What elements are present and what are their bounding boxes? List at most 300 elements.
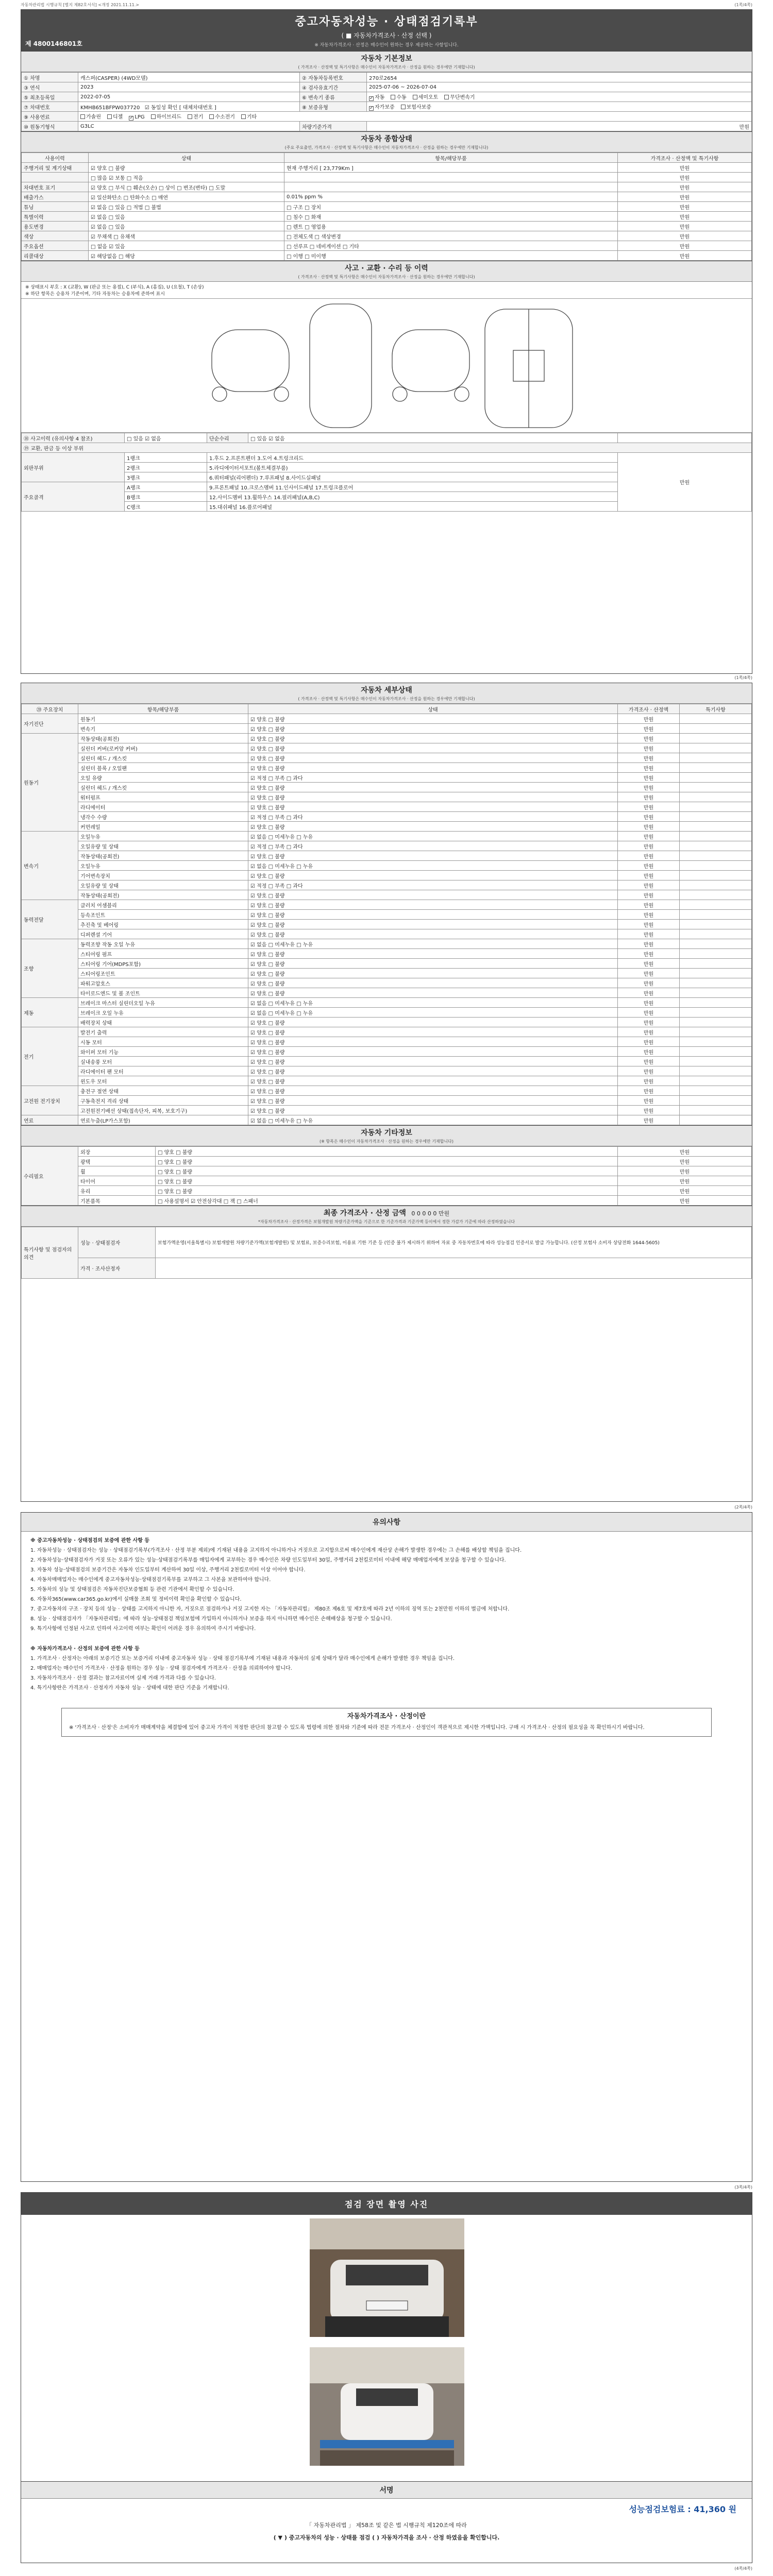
detail-note (680, 1027, 752, 1037)
detail-note (680, 959, 752, 969)
page-mark: (2쪽/4쪽) (734, 1505, 752, 1510)
row-extra: □ 선루프 □ 네비게이션 □ 기타 (284, 241, 618, 251)
detail-price: 만원 (618, 1057, 680, 1066)
row-extra: □ 이행 □ 미이행 (284, 251, 618, 261)
notice-item: 8. 성능 · 상태점검자가 「자동차관리법」에 따라 성능·상태점검 책임보험에 가입하지 아니하거나 보증을 하지 아니하면 매수인은 손해배상을 청구할 수 있습니다. (30, 1616, 392, 1622)
detail-item: 충전구 절연 상태 (78, 1086, 248, 1096)
row-extra (284, 173, 618, 182)
section-title: 사고 · 교환 · 수리 등 이력 (345, 264, 428, 273)
detail-note (680, 1076, 752, 1086)
detail-item: 원동기 (78, 714, 248, 724)
detail-row (22, 959, 752, 969)
detail-price: 만원 (618, 988, 680, 998)
detail-note (680, 841, 752, 851)
detail-status: ☑ 양호 □ 불량 (248, 978, 618, 988)
rank: B랭크 (125, 492, 207, 502)
accident-section (21, 261, 752, 512)
detail-note (680, 802, 752, 812)
final-table (21, 1227, 752, 1279)
row-val: □ 많음 ☑ 보통 □ 적음 (89, 173, 284, 182)
checkbox-icon (151, 114, 156, 119)
section-title: 유의사항 (372, 1518, 401, 1527)
detail-item: 구동축전지 격리 상태 (78, 1096, 248, 1106)
notice-body (21, 1532, 752, 1757)
detail-row (22, 861, 752, 871)
detail-status: ☑ 양호 □ 불량 (248, 890, 618, 900)
table-row (22, 222, 752, 231)
row-extra: □ 렌트 □ 영업용 (284, 222, 618, 231)
col-head: 사용이력 (22, 153, 89, 163)
row-price: 만원 (618, 251, 752, 261)
detail-row (22, 1057, 752, 1066)
detail-row (22, 969, 752, 978)
detail-price: 만원 (618, 1115, 680, 1125)
col-head: 항목/해당부품 (284, 153, 618, 163)
car-photo-lift (310, 2347, 464, 2466)
detail-status: ☑ 양호 □ 불량 (248, 1037, 618, 1047)
law-text-2: ( ▼ ) 중고자동차의 성능 · 상태를 점검 ( ) 자동차가격을 조사 · 산정 하였음을 확인합니다. (273, 2534, 500, 2541)
detail-status: ☑ 양호 □ 불량 (248, 1076, 618, 1086)
detail-note (680, 1037, 752, 1047)
detail-row (22, 929, 752, 939)
row-key: 배출가스 (22, 192, 89, 202)
detail-price: 만원 (618, 890, 680, 900)
col-head: 가격조사 · 산정액 및 특기사항 (618, 153, 752, 163)
row-key: 차대번호 표기 (22, 182, 89, 192)
agreement-title: 자동차가격조사 · 산정이란 (347, 1713, 426, 1720)
detail-note (680, 1086, 752, 1096)
car-side-left (212, 330, 289, 392)
detail-item: 스티어링 기어(MDPS포함) (78, 959, 248, 969)
detail-status: ☑ 없음 □ 미세누유 □ 누유 (248, 1008, 618, 1018)
notice-item: 3. 자동차 성능·상태점검의 보증기간은 자동차 인도일부터 계산하여 30일 이상, 주행거리 2천킬로미터 이상 이어야 합니다. (30, 1567, 306, 1573)
parts: 15.대쉬패널 16.플로어패널 (207, 502, 618, 512)
notice-heading: ※ 자동차가격조사 · 산정의 보증에 관한 사항 등 (30, 1646, 140, 1652)
detail-row (22, 724, 752, 734)
detail-item: 작동상태(공회전) (78, 851, 248, 861)
detail-price: 만원 (618, 1027, 680, 1037)
vin-check: ☑ 동일성 확인 (144, 105, 178, 111)
label: ③ 연식 (22, 82, 78, 92)
detail-status: ☑ 없음 □ 미세누유 □ 누유 (248, 998, 618, 1008)
legend2: ※ 하단 항목은 승용차 기준이며, 기타 자동차는 승용차에 준하여 표시 (25, 292, 165, 297)
label: ⑧ 보증유형 (300, 102, 367, 112)
detail-row (22, 1037, 752, 1047)
detail-note (680, 851, 752, 861)
outer-label: 외판부위 (22, 453, 125, 482)
detail-status: ☑ 양호 □ 불량 (248, 1066, 618, 1076)
accident-table: ⑱ 사고이력 (유의사항 4 참조) □ 있음 ☑ 없음 단순수리 □ 있음 ☑ 없음 ⑲ 교환, 판금 등 이상 부위 외판부위 1랭크 1.후드 2.프론트펜더 3.도어 4.트렁크리드 만원 2랭크 5.라디에이터서포트(볼트체결부품) 3랭크 6.쿼터패널(리어펜더) 7.루프패널 8.사이드실패널 주요골격 A랭크 9.프론트패널 10.크로스멤버 11.인사이드패널 17.트렁크플로어 B랭크 12.사이드멤버 13.휠하우스 14.필러패널(A,B,C) C랭크 15.대쉬패널 16.플로어패널 (21, 433, 752, 512)
detail-price: 만원 (618, 880, 680, 890)
item: 기본품목 (78, 1196, 156, 1206)
notice-item: 1. 가격조사 · 산정자는 아래의 보증기간 또는 보증거리 이내에 중고자동차 성능 · 상태 점검기록부에 기재된 내용과 자동차의 실제 상태가 달라 매수인에게 손해가 발생한 경우 책임을 집니다. (30, 1656, 455, 1662)
detail-status: ☑ 양호 □ 불량 (248, 969, 618, 978)
detail-note (680, 763, 752, 773)
opt: 자가보증 (375, 105, 395, 110)
section-sub: ( 가격조사 · 산정액 및 특기사항은 매수인이 자동차가격조사 · 산정을 원하는 경우에만 기재합니다) (298, 275, 475, 279)
detail-row (22, 812, 752, 822)
section-title: 자동차 기타정보 (361, 1129, 412, 1137)
detail-row (22, 832, 752, 841)
detail-row (22, 871, 752, 880)
warranty-options (367, 102, 752, 112)
checkbox-icon (241, 114, 246, 119)
checkbox-icon (80, 114, 85, 119)
col-head: 특기사항 (680, 704, 752, 714)
detail-item: 오일누유 (78, 832, 248, 841)
fuel-options (78, 112, 752, 122)
detail-status: ☑ 양호 □ 불량 (248, 949, 618, 959)
detail-group: 고전원 전기장치 (22, 1086, 78, 1115)
reg-no: 270로2654 (367, 73, 752, 82)
basic-info-section (21, 51, 752, 131)
notice-item: 7. 중고자동차의 구조 · 장치 등의 성능 · 상태를 고지하지 아니한 자, 거짓으로 점검하거나 거짓 고지한 자는 「자동차관리법」 제80조 제6호 및 제7호에 따라 2년 이하의 징역 또는 2천만원 이하의 벌금에 처합니다. (30, 1606, 510, 1612)
detail-price: 만원 (618, 1066, 680, 1076)
detail-row (22, 900, 752, 910)
detail-group: 전기 (22, 1027, 78, 1086)
detail-price: 만원 (618, 949, 680, 959)
detail-note (680, 773, 752, 783)
detail-row (22, 1115, 752, 1125)
detail-item: 동력조향 작동 오일 누유 (78, 939, 248, 949)
detail-note (680, 1057, 752, 1066)
detail-price: 만원 (618, 734, 680, 743)
row-val: ☑ 해당없음 □ 해당 (89, 251, 284, 261)
checkbox-icon (129, 116, 133, 121)
table-row (22, 241, 752, 251)
detail-price: 만원 (618, 978, 680, 988)
detail-row (22, 1096, 752, 1106)
row-val: ☑ 일산화탄소 □ 탄화수소 □ 매연 (89, 192, 284, 202)
detail-status: ☑ 양호 □ 불량 (248, 1018, 618, 1027)
detail-note (680, 792, 752, 802)
detail-item: 실린더 헤드 / 개스킷 (78, 753, 248, 763)
table-row (22, 251, 752, 261)
detail-status: ☑ 양호 □ 불량 (248, 959, 618, 969)
detail-row (22, 1008, 752, 1018)
detail-note (680, 949, 752, 959)
checkbox-icon (107, 114, 112, 119)
row-extra: □ 구조 □ 장치 (284, 202, 618, 212)
checkbox-icon (401, 105, 406, 109)
inspect-period: 2025-07-06 ~ 2026-07-04 (367, 82, 752, 92)
item: 휠 (78, 1166, 156, 1176)
detail-status: ☑ 없음 □ 미세누유 □ 누유 (248, 1115, 618, 1125)
detail-row (22, 1027, 752, 1037)
col-head: 상태 (248, 704, 618, 714)
detail-item: 오일유량 및 상태 (78, 841, 248, 851)
detail-note (680, 1106, 752, 1115)
row-extra (284, 182, 618, 192)
detail-row (22, 822, 752, 832)
vin: KMHB651BFPW037720 (80, 105, 140, 111)
detail-note (680, 890, 752, 900)
row-key: 특별이력 (22, 212, 89, 222)
label: 특기사항 및 점검자의 의견 (22, 1227, 78, 1279)
detail-status: ☑ 없음 □ 미세누유 □ 누유 (248, 939, 618, 949)
detail-price: 만원 (618, 773, 680, 783)
label: ⑩ 원동기형식 (22, 122, 78, 131)
detail-row (22, 841, 752, 851)
detail-status: ☑ 없음 □ 미세누유 □ 누유 (248, 832, 618, 841)
label: ⑨ 사용연료 (22, 112, 78, 122)
detail-price: 만원 (618, 1018, 680, 1027)
inspection-photo-1 (310, 2218, 464, 2337)
detail-note (680, 734, 752, 743)
notice-item: 4. 특기사항란은 가격조사 · 산정자가 자동차 성능 · 상태에 대한 판단 기준을 기재합니다. (30, 1685, 229, 1691)
detail-row (22, 1106, 752, 1115)
detail-note (680, 1008, 752, 1018)
notice-item: 9. 특기사항에 인정된 사고로 인하여 사고이력 여부는 확인이 어려운 경우 유의하여 주시기 바랍니다. (30, 1626, 256, 1632)
section-title: 자동차 세부상태 (361, 686, 412, 694)
opt: 하이브리드 (156, 114, 181, 120)
detail-item: 스티어링조인트 (78, 969, 248, 978)
detail-row (22, 939, 752, 949)
detail-price: 만원 (618, 724, 680, 734)
detail-item: 실린더 블록 / 오일팬 (78, 763, 248, 773)
detail-status: ☑ 양호 □ 불량 (248, 763, 618, 773)
inspector-text: 보험가액운영(서울특별시) 보험개발원 차량기준가액(보험개발원) 및 보험료, 보증수리보험, 이용료 기한 기준 등 (인증 불가 제시하기 위하여 자료 중 자동차번호에 따라 성능점검 인증서로 발급 가능합니다. (산정 보험사 소비자 상담전화 1644-5605) (156, 1227, 752, 1258)
table-row (22, 173, 752, 182)
parts: 5.라디에이터서포트(볼트체결부품) (207, 463, 618, 472)
photos-title: 점검 장면 촬영 사진 (344, 2199, 429, 2209)
final-section (21, 1206, 752, 1279)
detail-item: 와이퍼 모터 기능 (78, 1047, 248, 1057)
detail-status: ☑ 양호 □ 불량 (248, 900, 618, 910)
detail-price: 만원 (618, 929, 680, 939)
label: 단순수리 (207, 433, 248, 443)
opt: 전기 (193, 114, 204, 120)
detail-row (22, 743, 752, 753)
detail-table (21, 704, 752, 1125)
notice-item: 5. 자동차의 성능 및 상태점검은 자동차진단보증협회 등 관련 기관에서 확인할 수 있습니다. (30, 1587, 234, 1592)
detail-row (22, 920, 752, 929)
detail-item: 라디에이터 (78, 802, 248, 812)
detail-group: 원동기 (22, 734, 78, 832)
detail-status: ☑ 양호 □ 불량 (248, 1027, 618, 1037)
detail-group: 조향 (22, 939, 78, 998)
detail-note (680, 1096, 752, 1106)
checkbox-icon (209, 114, 214, 119)
checkbox-icon (444, 95, 449, 99)
frame-label: 주요골격 (22, 482, 125, 512)
notice-item: 2. 매매업자는 매수인이 가격조사 · 산정을 원하는 경우 성능 · 상태 점검자에게 가격조사 · 산정을 의뢰하여야 합니다. (30, 1666, 292, 1671)
inspection-photo-2 (310, 2347, 464, 2466)
row-extra: 현재 주행거리 [ 23,779Km ] (284, 163, 618, 173)
detail-price: 만원 (618, 802, 680, 812)
detail-note (680, 1066, 752, 1076)
wheel (455, 387, 469, 401)
detail-item: 연료누출(LP가스포함) (78, 1115, 248, 1125)
label: ⑲ 교환, 판금 등 이상 부위 (22, 443, 752, 453)
page-mark: (1쪽/4쪽) (734, 675, 752, 680)
rank: A랭크 (125, 482, 207, 492)
detail-item: 오일유량 및 상태 (78, 880, 248, 890)
detail-row (22, 734, 752, 743)
table-row (22, 192, 752, 202)
label: 수리필요 (22, 1147, 78, 1206)
detail-status: ☑ 적정 □ 부족 □ 과다 (248, 812, 618, 822)
parts: 9.프론트패널 10.크로스멤버 11.인사이드패널 17.트렁크플로어 (207, 482, 618, 492)
first-reg: 2022-07-05 (78, 92, 300, 102)
detail-note (680, 900, 752, 910)
form-title: 중고자동차성능 · 상태점검기록부 (295, 15, 478, 28)
label: ⑥ 변속기 종류 (300, 92, 367, 102)
detail-row (22, 880, 752, 890)
detail-price: 만원 (618, 1096, 680, 1106)
detail-item: 윈도우 모터 (78, 1076, 248, 1086)
detail-item: 실린더 커버(로커암 커버) (78, 743, 248, 753)
detail-item: 워터펌프 (78, 792, 248, 802)
detail-status: ☑ 양호 □ 불량 (248, 714, 618, 724)
page-header (0, 1, 773, 8)
row-key: 튜닝 (22, 202, 89, 212)
agreement-text: ※ '가격조사 · 산정'은 소비자가 매매계약을 체결함에 있어 중고차 가격이 적정한 판단의 참고할 수 있도록 법령에 의한 절차와 기준에 따라 전문 가격조사 · 산정인이 객관적으로 제시한 가액입니다. 구매 시 가격조사 · 산정의 필요성을 꼭 확인하시기 바랍니다. (69, 1725, 645, 1731)
row-price: 만원 (618, 202, 752, 212)
detail-row (22, 714, 752, 724)
row-val: □ 없음 ☑ 있음 (89, 241, 284, 251)
notice-item: 2. 자동차성능·상태점검자가 거짓 또는 오류가 있는 성능·상태점검기록부를 매입자에게 교부하는 경우 매수인은 차량 인도일부터 30일, 주행거리 2천킬로미터 이내에 해당 매매업자에게 보상을 청구할 수 있습니다. (30, 1557, 506, 1563)
detail-item: 오일누유 (78, 861, 248, 871)
checkbox-icon (413, 95, 417, 99)
detail-row (22, 1066, 752, 1076)
detail-note (680, 880, 752, 890)
rank: C랭크 (125, 502, 207, 512)
rank: 1랭크 (125, 453, 207, 463)
opt: 기타 (246, 114, 257, 120)
table-row (22, 163, 752, 173)
detail-status: ☑ 양호 □ 불량 (248, 920, 618, 929)
table-row (22, 182, 752, 192)
repair-value: □ 있음 ☑ 없음 (248, 433, 618, 443)
detail-item: 오일 유량 (78, 773, 248, 783)
detail-note (680, 753, 752, 763)
detail-price: 만원 (618, 939, 680, 949)
form-number: 제 4800146801호 (25, 40, 82, 47)
form-subtitle: ( ■ 자동차가격조사 · 산정 선택 ) (341, 32, 432, 39)
col-head: 항목/해당부품 (78, 704, 248, 714)
detail-price: 만원 (618, 841, 680, 851)
row-val: ☑ 없음 □ 있음 □ 적법 □ 불법 (89, 202, 284, 212)
detail-item: 냉각수 수량 (78, 812, 248, 822)
label: ⑱ 사고이력 (유의사항 4 참조) (22, 433, 125, 443)
summary-section (21, 131, 752, 261)
detail-note (680, 871, 752, 880)
checkbox-icon (369, 106, 374, 111)
detail-note (680, 861, 752, 871)
form-note: ※ 자동차가격조사 · 산정은 매수인이 원하는 경우 제공하는 사항입니다. (314, 43, 459, 48)
section-sub: *자동차가격조사 · 산정가격은 보험개발원 차량기준가액을 기준으로 한 기준가격과 기준가액 등이에서 정한 가감가 기준에 따라 산정하였습니다 (258, 1219, 515, 1224)
row-extra: 0.01% ppm % (284, 192, 618, 202)
detail-status: ☑ 양호 □ 불량 (248, 929, 618, 939)
detail-row (22, 1076, 752, 1086)
detail-item: 등속조인트 (78, 910, 248, 920)
detail-price: 만원 (618, 998, 680, 1008)
detail-price: 만원 (618, 714, 680, 724)
detail-group: 변속기 (22, 832, 78, 900)
row-val: ☑ 양호 □ 부식 □ 훼손(오손) □ 상이 □ 변조(변타) □ 도말 (89, 182, 284, 192)
detail-note (680, 783, 752, 792)
detail-price: 만원 (618, 822, 680, 832)
label: 가격 · 조사산정자 (78, 1258, 156, 1279)
detail-row (22, 753, 752, 763)
sign-section (21, 2481, 752, 2544)
car-photo-front (310, 2218, 464, 2337)
detail-price: 만원 (618, 900, 680, 910)
detail-item: 클러치 어셈블리 (78, 900, 248, 910)
notice-item: 4. 자동차매매업자는 매수인에게 중고자동차성능·상태점검기록부를 교부하고 그 사본을 보관하여야 합니다. (30, 1577, 271, 1583)
detail-status: ☑ 양호 □ 불량 (248, 783, 618, 792)
detail-price: 만원 (618, 812, 680, 822)
detail-price: 만원 (618, 832, 680, 841)
detail-status: ☑ 양호 □ 불량 (248, 1047, 618, 1057)
parts: 6.쿼터패널(리어펜더) 7.루프패널 8.사이드실패널 (207, 472, 618, 482)
vin-check2: [ 대체차대번호 ] (179, 105, 216, 111)
col-head: 가격조사 · 산정액 (618, 704, 680, 714)
detail-group: 자기진단 (22, 714, 78, 734)
label: 차량기준가격 (300, 122, 367, 131)
page-mark: (3쪽/4쪽) (734, 2185, 752, 2190)
detail-row (22, 949, 752, 959)
detail-note (680, 1018, 752, 1027)
detail-item: 고전원전기배선 상태(접속단자, 피복, 보호기구) (78, 1106, 248, 1115)
year: 2023 (78, 82, 300, 92)
vin-cell (78, 102, 300, 112)
detail-row (22, 763, 752, 773)
row-price: 만원 (618, 173, 752, 182)
detail-row (22, 890, 752, 900)
col-head: 상태 (89, 153, 284, 163)
section-sub: (주요 주요출연, 가격조사 · 산정액 및 특기사항은 매수인이 자동차가격조사 · 산정을 원하는 경우에만 기재합니다) (284, 145, 489, 150)
detail-item: 배력장치 상태 (78, 1018, 248, 1027)
detail-price: 만원 (618, 1076, 680, 1086)
detail-note (680, 743, 752, 753)
car-side-right (392, 330, 469, 392)
detail-note (680, 978, 752, 988)
form-law-ref: 자동차관리법 시행규칙 [별지 제82호서식] <개정 2021.11.11.> (21, 3, 139, 7)
detail-item: 라디에이터 팬 모터 (78, 1066, 248, 1076)
form-header (21, 10, 752, 51)
detail-status: ☑ 양호 □ 불량 (248, 910, 618, 920)
table-row (22, 202, 752, 212)
detail-note (680, 714, 752, 724)
detail-price: 만원 (618, 959, 680, 969)
notice-heading: ※ 중고자동차성능 · 상태점검의 보증에 관한 사항 등 (30, 1538, 150, 1544)
agreement-box (61, 1708, 712, 1737)
detail-status: ☑ 양호 □ 불량 (248, 753, 618, 763)
detail-item: 브레이크 마스터 실린더오일 누유 (78, 998, 248, 1008)
opt: 수소전기 (215, 114, 235, 120)
detail-price: 만원 (618, 861, 680, 871)
detail-price: 만원 (618, 1008, 680, 1018)
wheel (212, 387, 227, 401)
section-title: 서명 (379, 2486, 394, 2495)
section-title: 자동차 종합상태 (361, 135, 412, 143)
detail-price: 만원 (618, 763, 680, 773)
car-top (310, 304, 372, 428)
opt: 디젤 (112, 114, 123, 120)
row-key: 리콜대상 (22, 251, 89, 261)
basic-info-table (21, 72, 752, 131)
etc-table: 수리필요 외장 □ 양호 □ 불량 만원 광택 □ 양호 □ 불량 만원 휠 □ 양호 □ 불량 만원 타이어 □ 양호 □ 불량 만원 유리 □ 양호 □ 불량 만원 기본품목 □ 사용설명서 ☑ 안전삼각대 □ 잭 □ 스패너 만원 (21, 1146, 752, 1206)
engine: G3LC (78, 122, 300, 131)
detail-price: 만원 (618, 871, 680, 880)
opt: 보험사보증 (406, 105, 431, 110)
detail-status: ☑ 양호 □ 불량 (248, 792, 618, 802)
item: 광택 (78, 1157, 156, 1166)
detail-group: 제동 (22, 998, 78, 1027)
detail-note (680, 1047, 752, 1057)
